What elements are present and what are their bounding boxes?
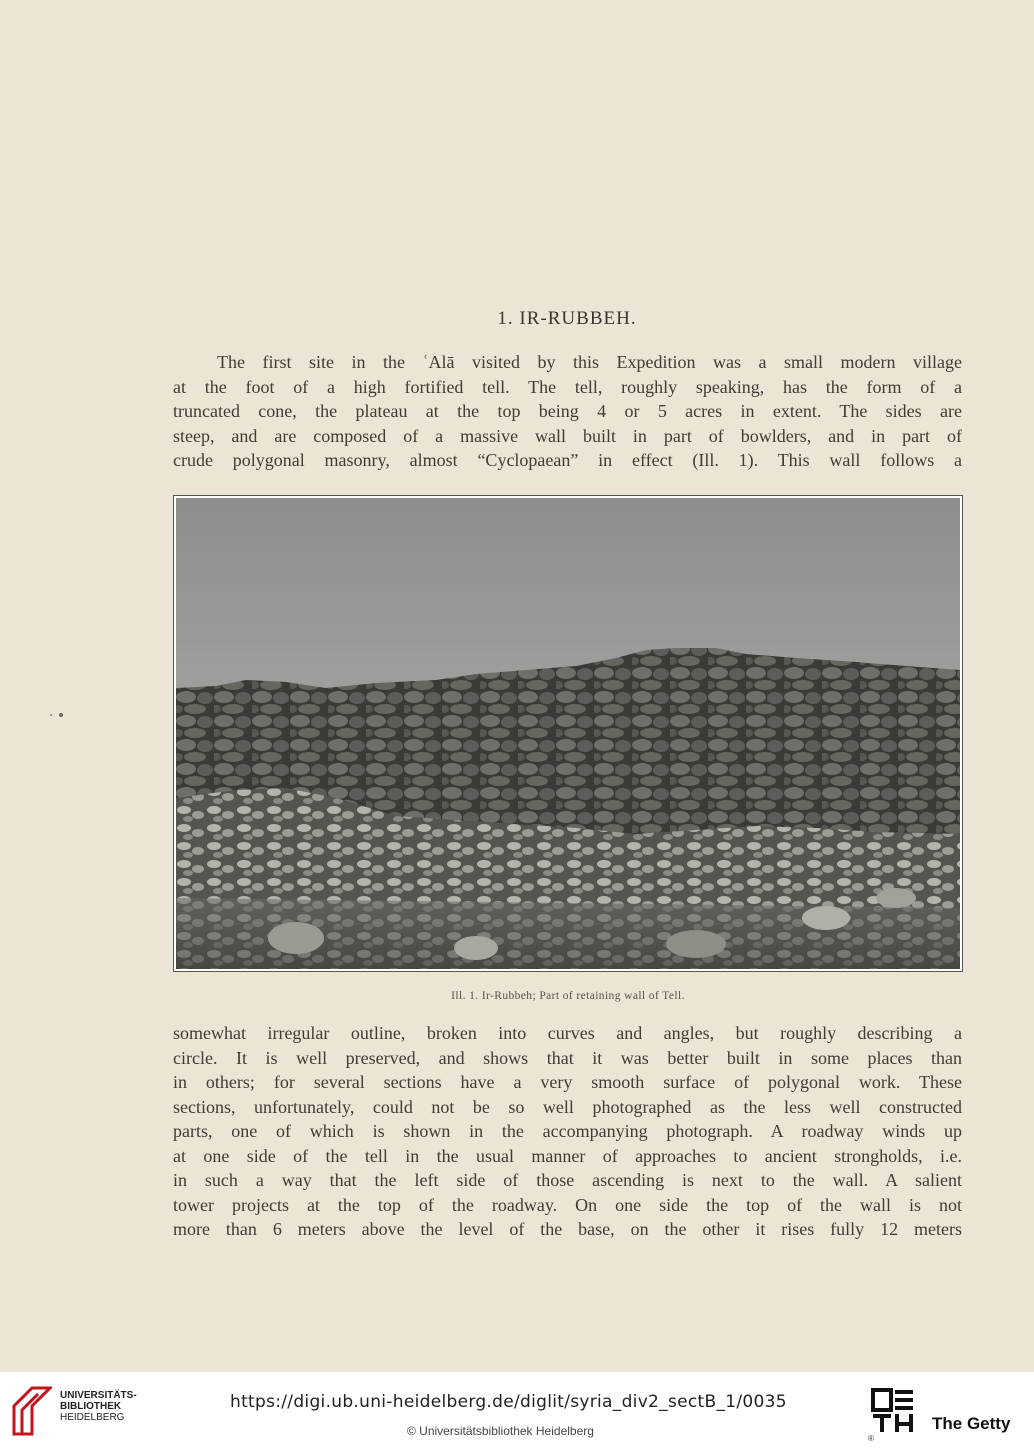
text-line: more than 6 meters above the level of the base, on the other it rises fully 12 meters bbox=[173, 1219, 962, 1239]
library-name-line: UNIVERSITÄTS- bbox=[60, 1390, 137, 1401]
photo-retaining-wall bbox=[173, 495, 963, 972]
paragraph-continued bbox=[173, 1021, 962, 1242]
university-library-logo-icon[interactable] bbox=[12, 1386, 52, 1436]
text-line: crude polygonal masonry, almost “Cyclopaean” in effect (Ill. 1). This wall follows a bbox=[173, 450, 962, 470]
library-name-line: BIBLIOTHEK bbox=[60, 1401, 122, 1412]
wall-photo-illustration bbox=[176, 498, 960, 969]
paragraph-intro bbox=[173, 350, 962, 473]
text-line: steep, and are composed of a massive wall built in part of bowlders, and in part of bbox=[173, 425, 962, 446]
text-line: circle. It is well preserved, and shows that it was better built in some places than bbox=[173, 1047, 962, 1068]
text-line: at the foot of a high fortified tell. The tell, roughly speaking, has the form of a bbox=[173, 376, 962, 397]
text-line: somewhat irregular outline, broken into curves and angles, but roughly describing a bbox=[173, 1023, 962, 1043]
text-line: at one side of the tell in the usual manner of approaches to ancient strongholds, i.e. bbox=[173, 1145, 962, 1166]
footer-bar bbox=[0, 1372, 1034, 1450]
text-line: truncated cone, the plateau at the top being 4 or 5 acres in extent. The sides are bbox=[173, 401, 962, 421]
figure-caption: Ill. 1. Ir-Rubbeh; Part of retaining wall of Tell. bbox=[451, 990, 685, 1002]
text-line: in others; for several sections have a very smooth surface of polygonal work. These bbox=[173, 1072, 962, 1092]
text-line: sections, unfortunately, could not be so well photographed as the less well constructed bbox=[173, 1096, 962, 1117]
copyright-notice: © Universitätsbibliothek Heidelberg bbox=[407, 1424, 594, 1438]
library-name-line: HEIDELBERG bbox=[60, 1412, 125, 1423]
getty-logo-icon[interactable] bbox=[871, 1388, 915, 1434]
getty-name: The Getty bbox=[932, 1414, 1011, 1433]
university-library-name bbox=[60, 1390, 137, 1423]
margin-dot-mark bbox=[47, 712, 65, 718]
permalink-url[interactable]: https://digi.ub.uni-heidelberg.de/diglit/syria_div2_sectB_1/0035 bbox=[230, 1392, 787, 1412]
section-heading: 1. IR-RUBBEH. bbox=[497, 308, 637, 329]
text-line: parts, one of which is shown in the accompanying photograph. A roadway winds up bbox=[173, 1121, 962, 1141]
text-line: The first site in the ʿAlā visited by this Expedition was a small modern village bbox=[217, 352, 962, 372]
registered-mark: ® bbox=[868, 1434, 874, 1443]
text-line: tower projects at the top of the roadway. On one side the top of the wall is not bbox=[173, 1194, 962, 1215]
text-line: in such a way that the left side of those ascending is next to the wall. A salient bbox=[173, 1170, 962, 1190]
